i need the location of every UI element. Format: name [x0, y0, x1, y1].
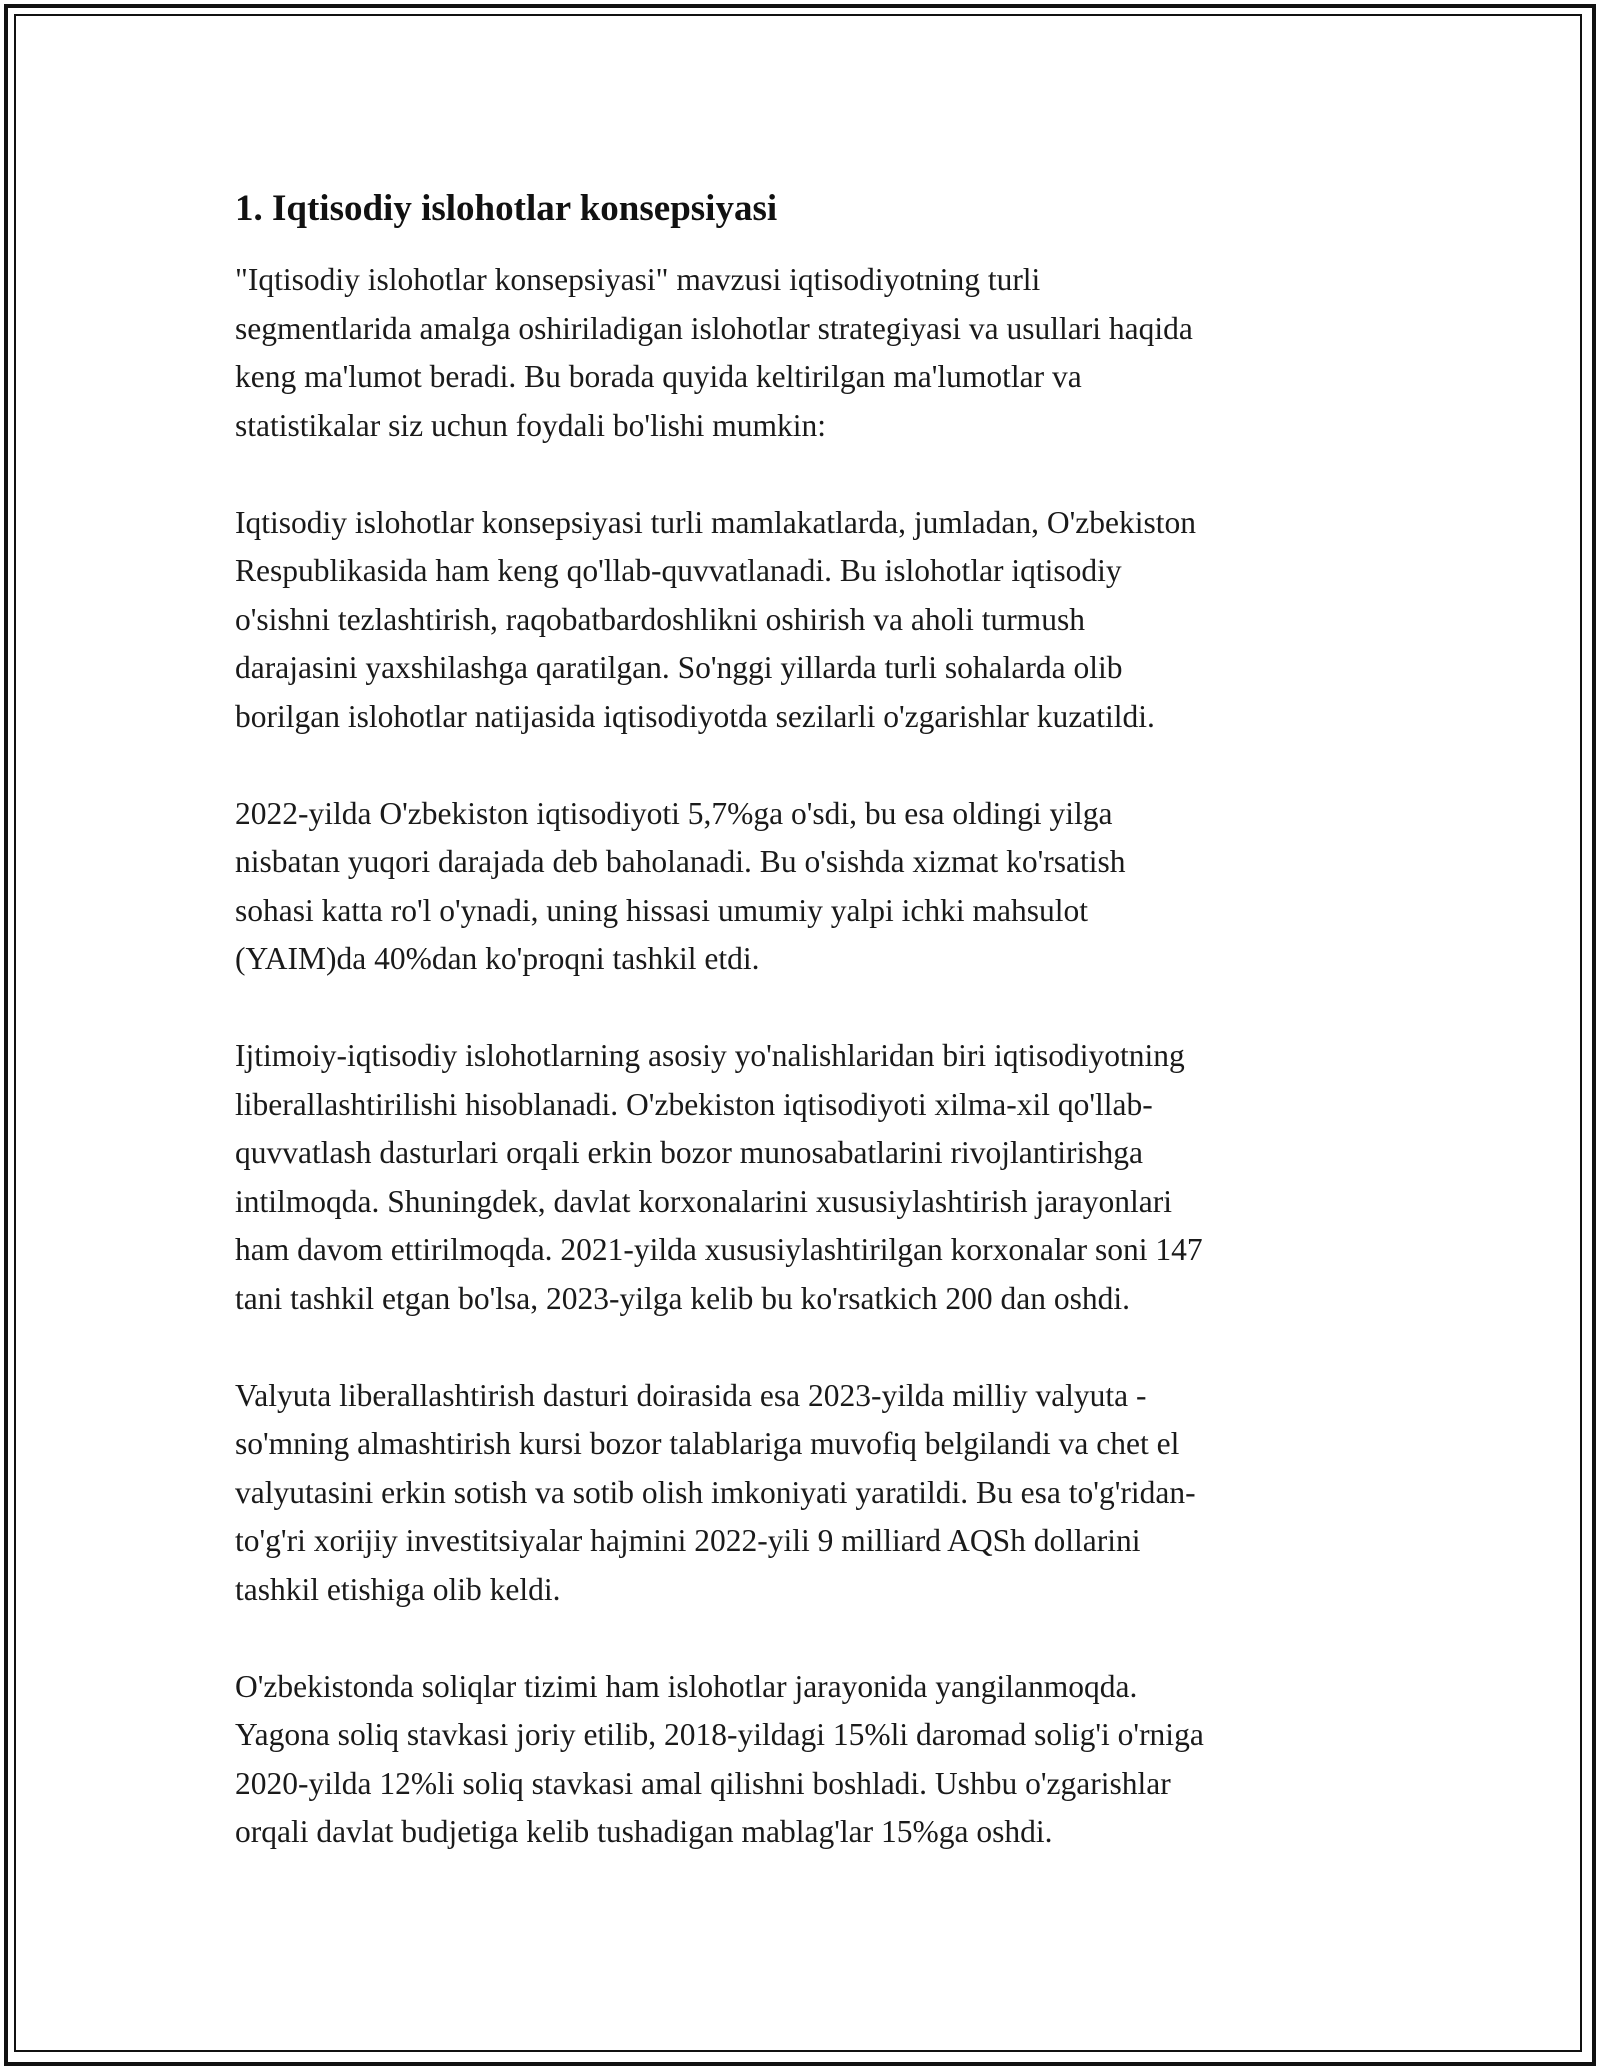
- paragraph-line: 2020-yilda 12%li soliq stavkasi amal qilishni boshladi. Ushbu o'zgarishlar: [235, 1765, 1171, 1801]
- paragraph-line: Yagona soliq stavkasi joriy etilib, 2018-yildagi 15%li daromad solig'i o'rniga: [235, 1717, 1204, 1752]
- paragraph-line: sohasi katta ro'l o'ynadi, uning hissasi umumiy yalpi ichki mahsulot: [235, 892, 1089, 928]
- paragraph: [235, 790, 1375, 984]
- paragraph-line: Respublikasida ham keng qo'llab-quvvatlanadi. Bu islohotlar iqtisodiy: [235, 553, 1122, 588]
- paragraph-line: 2022-yilda O'zbekiston iqtisodiyoti 5,7%ga o'sdi, bu esa oldingi yilga: [235, 795, 1113, 831]
- paragraph-line: "Iqtisodiy islohotlar konsepsiyasi" mavzusi iqtisodiyotning turli: [235, 262, 1041, 297]
- paragraph: [235, 1032, 1375, 1323]
- paragraph: [235, 499, 1375, 742]
- paragraph-line: so'mning almashtirish kursi bozor talablariga muvofiq belgilandi va chet el: [235, 1426, 1180, 1461]
- paragraph-line: to'g'ri xorijiy investitsiyalar hajmini 2022-yili 9 milliard AQSh dollarini: [235, 1523, 1141, 1558]
- paragraph-line: segmentlarida amalga oshiriladigan islohotlar strategiyasi va usullari haqida: [235, 310, 1193, 346]
- paragraph-line: Ijtimoiy-iqtisodiy islohotlarning asosiy yo'nalishlaridan biri iqtisodiyotning: [235, 1038, 1185, 1073]
- paragraph-line: tashkil etishiga olib keldi.: [235, 1571, 561, 1607]
- paragraph-line: (YAIM)da 40%dan ko'proqni tashkil etdi.: [235, 941, 760, 976]
- paragraph: [235, 1372, 1375, 1615]
- paragraph-line: keng ma'lumot beradi. Bu borada quyida keltirilgan ma'lumotlar va: [235, 359, 1082, 394]
- paragraph: [235, 1663, 1375, 1857]
- paragraph-line: intilmoqda. Shuningdek, davlat korxonalarini xususiylashtirish jarayonlari: [235, 1183, 1172, 1219]
- paragraph-line: Iqtisodiy islohotlar konsepsiyasi turli mamlakatlarda, jumladan, O'zbekiston: [235, 504, 1196, 540]
- paragraph-line: borilgan islohotlar natijasida iqtisodiyotda sezilarli o'zgarishlar kuzatildi.: [235, 698, 1155, 734]
- paragraph-line: quvvatlash dasturlari orqali erkin bozor munosabatlarini rivojlantirishga: [235, 1135, 1144, 1170]
- paragraph-line: darajasini yaxshilashga qaratilgan. So'nggi yillarda turli sohalarda olib: [235, 650, 1123, 685]
- paragraph-line: nisbatan yuqori darajada deb baholanadi. Bu o'sishda xizmat ko'rsatish: [235, 844, 1126, 879]
- paragraph-list: [235, 256, 1375, 1857]
- paragraph-line: liberallashtirilishi hisoblanadi. O'zbekiston iqtisodiyoti xilma-xil qo'llab-: [235, 1086, 1153, 1122]
- paragraph-line: o'sishni tezlashtirish, raqobatbardoshlikni oshirish va aholi turmush: [235, 601, 1085, 637]
- paragraph-line: O'zbekistonda soliqlar tizimi ham islohotlar jarayonida yangilanmoqda.: [235, 1668, 1138, 1704]
- paragraph-line: tani tashkil etgan bo'lsa, 2023-yilga kelib bu ko'rsatkich 200 dan oshdi.: [235, 1280, 1130, 1316]
- paragraph-line: statistikalar siz uchun foydali bo'lishi mumkin:: [235, 407, 826, 443]
- paragraph-line: orqali davlat budjetiga kelib tushadigan mablag'lar 15%ga oshdi.: [235, 1814, 1053, 1849]
- page-title: 1. Iqtisodiy islohotlar konsepsiyasi: [235, 188, 778, 229]
- paragraph-line: Valyuta liberallashtirish dasturi doirasida esa 2023-yilda milliy valyuta -: [235, 1377, 1147, 1413]
- paragraph: [235, 256, 1375, 450]
- document-content: [235, 184, 1375, 1905]
- paragraph-line: valyutasini erkin sotish va sotib olish imkoniyati yaratildi. Bu esa to'g'ridan-: [235, 1474, 1196, 1510]
- paragraph-line: ham davom ettirilmoqda. 2021-yilda xususiylashtirilgan korxonalar soni 147: [235, 1232, 1203, 1267]
